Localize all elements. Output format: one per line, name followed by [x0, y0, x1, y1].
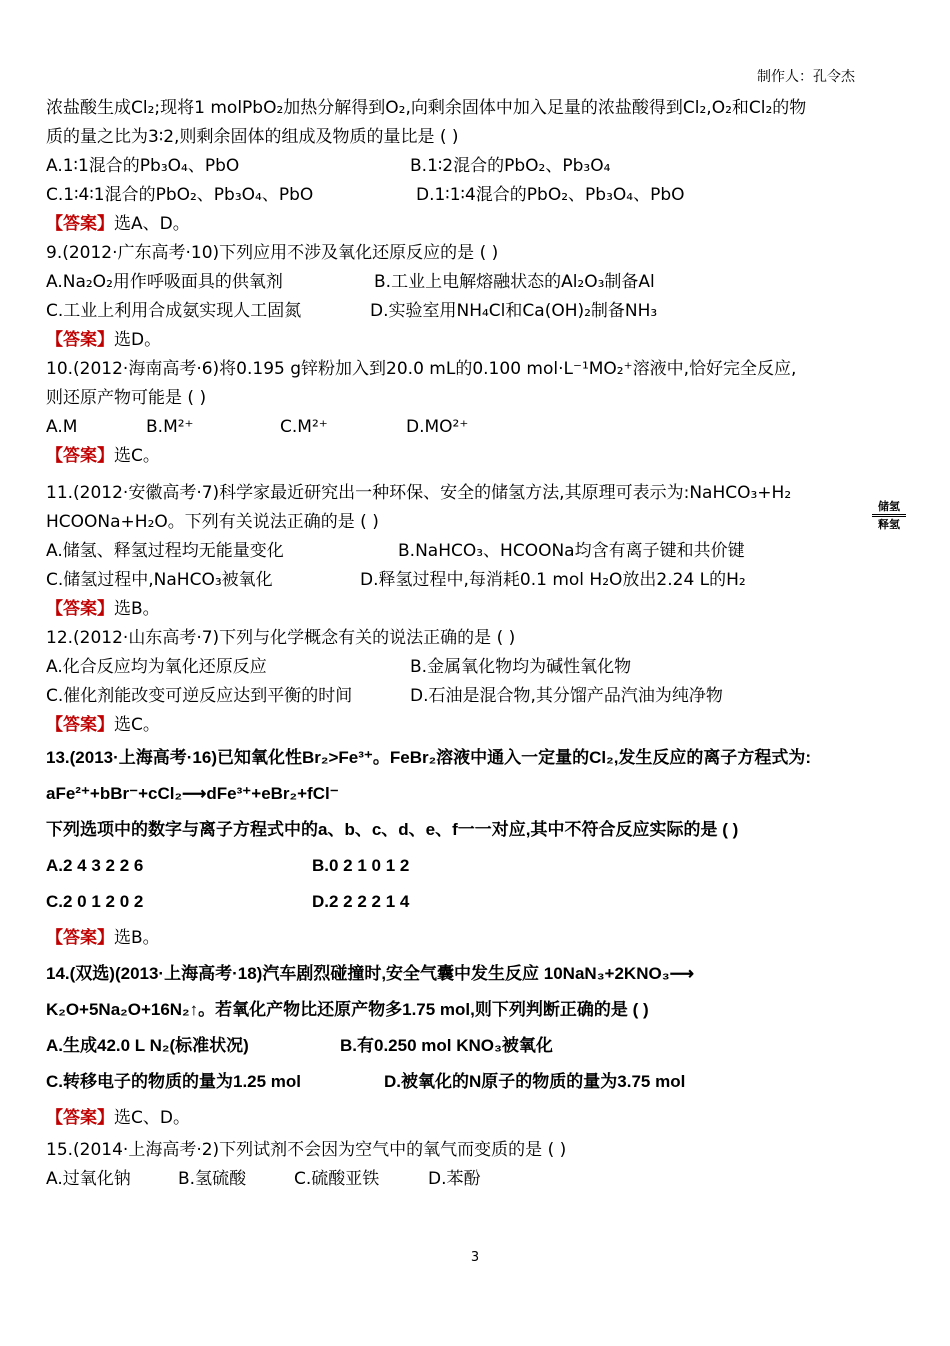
q13-option-b: B.0 2 1 0 1 2 [312, 856, 410, 875]
q12-option-c: C.催化剂能改变可逆反应达到平衡的时间 [46, 686, 353, 706]
answer-text: 选C、D。 [114, 1108, 190, 1128]
q13-option-a: A.2 4 3 2 2 6 [46, 856, 144, 875]
q15-option-c: C.硫酸亚铁 [294, 1169, 380, 1189]
q8-option-c: C.1∶4∶1混合的PbO₂、Pb₃O₄、PbO [46, 185, 314, 205]
q12-option-a: A.化合反应均为氧化还原反应 [46, 657, 267, 677]
q10-options [46, 413, 916, 442]
q8-stem-line1: 浓盐酸生成Cl₂;现将1 molPbO₂加热分解得到O₂,向剩余固体中加入足量的浓盐酸得到Cl₂,O₂和Cl₂的物 [46, 98, 807, 118]
q8-option-a: A.1∶1混合的Pb₃O₄、PbO [46, 156, 240, 176]
q13-answer [46, 920, 916, 956]
q14-answer [46, 1100, 916, 1136]
q11-answer [46, 595, 916, 624]
q11-option-d: D.释氢过程中,每消耗0.1 mol H₂O放出2.24 L的H₂ [360, 570, 746, 590]
q10-answer [46, 442, 916, 471]
q12-options-cd [46, 682, 916, 711]
q8-option-b: B.1∶2混合的PbO₂、Pb₃O₄ [410, 156, 611, 176]
q14-option-d: D.被氧化的N原子的物质的量为3.75 mol [384, 1072, 686, 1091]
q9-stem: 9.(2012·广东高考·10)下列应用不涉及氧化还原反应的是 ( ) [46, 243, 499, 263]
q15-option-b: B.氢硫酸 [178, 1169, 247, 1189]
q12-options-ab [46, 653, 916, 682]
answer-tag: 【答案】 [46, 214, 114, 234]
q13-options-ab [46, 848, 916, 884]
q9-options-cd [46, 297, 916, 326]
q8-option-d: D.1∶1∶4混合的PbO₂、Pb₃O₄、PbO [416, 185, 685, 205]
q10-stem-line2: 则还原产物可能是 ( ) [46, 388, 207, 408]
page-number: 3 [470, 1250, 480, 1265]
q14-option-b: B.有0.250 mol KNO₃被氧化 [340, 1036, 553, 1055]
q13-stem-line1: 13.(2013·上海高考·16)已知氧化性Br₂>Fe³⁺。FeBr₂溶液中通入一定量的Cl₂,发生反应的离子方程式为: [46, 748, 812, 767]
answer-text: 选B。 [114, 599, 160, 619]
answer-text: 选C。 [114, 715, 160, 735]
q11-stem-line1: 11.(2012·安徽高考·7)科学家最近研究出一种环保、安全的储氢方法,其原理可表示为:NaHCO₃+H₂ [46, 483, 792, 503]
q11-options-cd [46, 566, 916, 595]
arrow-bar [872, 514, 906, 515]
q8-options-ab [46, 152, 916, 181]
q11-option-c: C.储氢过程中,NaHCO₃被氧化 [46, 570, 273, 590]
q10-option-b: B.M²⁺ [146, 417, 194, 437]
q14-options-ab [46, 1028, 916, 1064]
answer-text: 选A、D。 [114, 214, 190, 234]
answer-tag: 【答案】 [46, 599, 114, 619]
answer-tag: 【答案】 [46, 928, 114, 948]
q15-option-d: D.苯酚 [428, 1169, 481, 1189]
q10-option-a: A.M [46, 417, 78, 437]
q8-answer [46, 210, 916, 239]
answer-tag: 【答案】 [46, 715, 114, 735]
q14-options-cd [46, 1064, 916, 1100]
answer-text: 选C。 [114, 446, 160, 466]
reversible-arrow-label [872, 500, 906, 531]
q11-option-a: A.储氢、释氢过程均无能量变化 [46, 541, 284, 561]
answer-tag: 【答案】 [46, 1108, 114, 1128]
q11-stem-line2: HCOONa+H₂O。下列有关说法正确的是 ( ) [46, 512, 379, 532]
q15-options [46, 1165, 916, 1194]
answer-tag: 【答案】 [46, 446, 114, 466]
q14-stem-line2: K₂O+5Na₂O+16N₂↑。若氧化产物比还原产物多1.75 mol,则下列判断正确的是 ( ) [46, 1000, 649, 1019]
q8-stem-line2: 质的量之比为3∶2,则剩余固体的组成及物质的量比是 ( ) [46, 127, 459, 147]
arrow-bottom-label: 释氢 [878, 518, 900, 531]
q14-option-a: A.生成42.0 L N₂(标准状况) [46, 1036, 249, 1055]
q11-options-ab [46, 537, 916, 566]
q13-option-d: D.2 2 2 2 1 4 [312, 892, 410, 911]
author-header: 制作人：孔令杰 [757, 69, 855, 85]
q11-option-b: B.NaHCO₃、HCOONa均含有离子键和共价键 [398, 541, 745, 561]
arrow-bar [872, 516, 906, 517]
q13-option-c: C.2 0 1 2 0 2 [46, 892, 144, 911]
q10-stem-line1: 10.(2012·海南高考·6)将0.195 g锌粉加入到20.0 mL的0.100 mol·L⁻¹MO₂⁺溶液中,恰好完全反应, [46, 359, 797, 379]
q13-stem-line2: 下列选项中的数字与离子方程式中的a、b、c、d、e、f一一对应,其中不符合反应实际的是 ( ) [46, 820, 739, 839]
q9-option-b: B.工业上电解熔融状态的Al₂O₃制备Al [374, 272, 655, 292]
q14-option-c: C.转移电子的物质的量为1.25 mol [46, 1072, 302, 1091]
q9-options-ab [46, 268, 916, 297]
q8-options-cd [46, 181, 916, 210]
q12-option-b: B.金属氧化物均为碱性氧化物 [410, 657, 632, 677]
q10-option-d: D.MO²⁺ [406, 417, 469, 437]
answer-text: 选D。 [114, 330, 162, 350]
q12-stem: 12.(2012·山东高考·7)下列与化学概念有关的说法正确的是 ( ) [46, 628, 516, 648]
q9-option-d: D.实验室用NH₄Cl和Ca(OH)₂制备NH₃ [370, 301, 658, 321]
q14-stem-line1: 14.(双选)(2013·上海高考·18)汽车剧烈碰撞时,安全气囊中发生反应 10NaN₃+2KNO₃⟶ [46, 964, 694, 983]
q9-answer [46, 326, 916, 355]
q9-option-a: A.Na₂O₂用作呼吸面具的供氧剂 [46, 272, 283, 292]
q13-equation: aFe²⁺+bBr⁻+cCl₂⟶dFe³⁺+eBr₂+fCl⁻ [46, 784, 339, 803]
q12-answer [46, 711, 916, 740]
q9-option-c: C.工业上利用合成氨实现人工固氮 [46, 301, 302, 321]
answer-text: 选B。 [114, 928, 160, 948]
q12-option-d: D.石油是混合物,其分馏产品汽油为纯净物 [410, 686, 723, 706]
q15-stem: 15.(2014·上海高考·2)下列试剂不会因为空气中的氧气而变质的是 ( ) [46, 1140, 567, 1160]
q10-option-c: C.M²⁺ [280, 417, 328, 437]
q13-options-cd [46, 884, 916, 920]
arrow-top-label: 储氢 [878, 500, 900, 513]
answer-tag: 【答案】 [46, 330, 114, 350]
q15-option-a: A.过氧化钠 [46, 1169, 131, 1189]
document-body [46, 94, 916, 1194]
